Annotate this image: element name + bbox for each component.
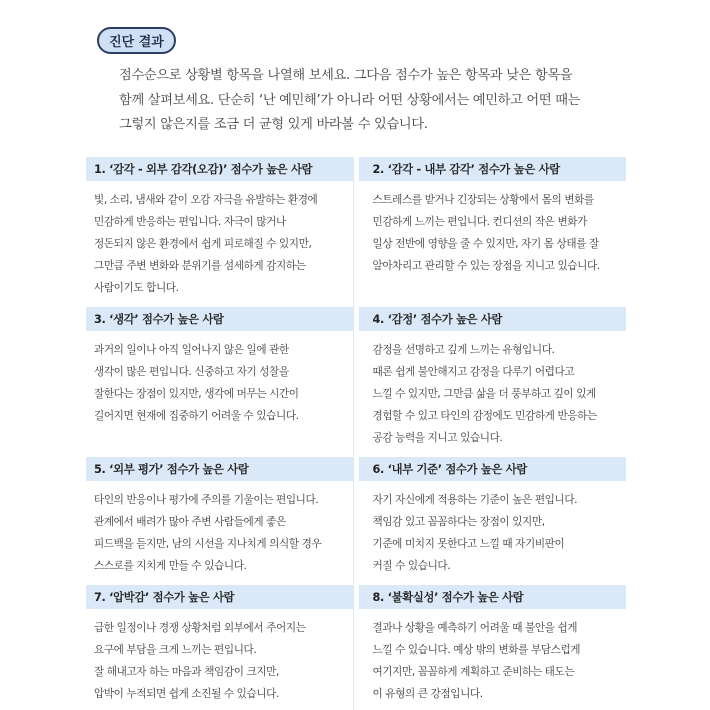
result-card-title: 4. ‘감정’ 점수가 높은 사람 [359,307,627,331]
result-card-title: 2. ‘감각 - 내부 감각’ 점수가 높은 사람 [359,157,627,181]
result-card-1 [86,157,354,307]
result-grid [86,157,626,710]
result-card-title: 3. ‘생각’ 점수가 높은 사람 [86,307,353,331]
result-card-7 [86,585,354,710]
body-line: 경험할 수 있고 타인의 감정에도 민감하게 반응하는 [372,410,597,422]
result-card-5 [86,457,354,585]
body-line: 요구에 부담을 크게 느끼는 편입니다. [94,644,257,656]
result-card-title: 7. ‘압박감’ 점수가 높은 사람 [86,585,353,609]
body-line: 스스로를 지치게 만들 수 있습니다. [94,560,247,572]
body-line: 빛, 소리, 냄새와 같이 오감 자극을 유발하는 환경에 [94,194,318,206]
result-card-8 [359,585,627,710]
result-card-body [359,481,627,585]
body-line: 생각이 많은 편입니다. 신중하고 자기 성찰을 [94,366,289,378]
body-line: 과거의 일이나 아직 일어나지 않은 일에 관한 [94,344,289,356]
result-card-4 [359,307,627,457]
result-card-3 [86,307,354,457]
body-line: 급한 일정이나 경쟁 상황처럼 외부에서 주어지는 [94,622,306,634]
body-line: 자기 자신에게 적용하는 기준이 높은 편입니다. [372,494,578,506]
result-card-title: 1. ‘감각 - 외부 감각(오감)’ 점수가 높은 사람 [86,157,353,181]
result-card-body [86,331,353,457]
result-card-body [359,181,627,307]
body-line: 느낄 수 있습니다. 예상 밖의 변화를 부담스럽게 [372,644,581,656]
body-line: 공감 능력을 지니고 있습니다. [372,432,503,444]
body-line: 민감하게 느끼는 편입니다. 컨디션의 작은 변화가 [372,216,587,228]
result-card-title: 6. ‘내부 기준’ 점수가 높은 사람 [359,457,627,481]
body-line: 피드백을 듣지만, 남의 시선을 지나치게 의식할 경우 [94,538,322,550]
body-line: 그만큼 주변 변화와 분위기를 섬세하게 감지하는 [94,260,306,272]
body-line: 사람이기도 합니다. [94,282,179,294]
result-card-title: 5. ‘외부 평가’ 점수가 높은 사람 [86,457,353,481]
body-line: 타인의 반응이나 평가에 주의를 기울이는 편입니다. [94,494,319,506]
intro-line: 그렇지 않은지를 조금 더 균형 있게 바라볼 수 있습니다. [119,117,428,132]
body-line: 감정을 선명하고 깊게 느끼는 유형입니다. [372,344,555,356]
intro-text [119,64,679,138]
body-line: 기준에 미치지 못한다고 느낄 때 자기비판이 [372,538,565,550]
result-card-body [86,609,353,710]
intro-line: 점수순으로 상황별 항목을 나열해 보세요. 그다음 점수가 높은 항목과 낮은 항목을 [119,68,573,83]
body-line: 압박이 누적되면 쉽게 소진될 수 있습니다. [94,688,279,700]
intro-line: 함께 살펴보세요. 단순히 ‘난 예민해’가 아니라 어떤 상황에서는 예민하고 어떤 때는 [119,92,581,108]
body-line: 일상 전반에 영향을 줄 수 있지만, 자기 몸 상태를 잘 [372,238,599,250]
result-card-title: 8. ‘불확실성’ 점수가 높은 사람 [359,585,627,609]
result-card-6 [359,457,627,585]
body-line: 느낄 수 있지만, 그만큼 삶을 더 풍부하고 깊이 있게 [372,388,596,400]
body-line: 여기지만, 꼼꼼하게 계획하고 준비하는 태도는 [372,666,575,678]
body-line: 잘 해내고자 하는 마음과 책임감이 크지만, [94,666,279,678]
body-line: 민감하게 반응하는 편입니다. 자극이 많거나 [94,216,286,228]
result-card-body [359,609,627,710]
body-line: 잘한다는 장점이 있지만, 생각에 머무는 시간이 [94,388,299,400]
body-line: 때론 쉽게 불안해지고 감정을 다루기 어렵다고 [372,366,575,378]
body-line: 커질 수 있습니다. [372,560,451,572]
body-line: 결과나 상황을 예측하기 어려울 때 불안을 쉽게 [372,622,578,634]
body-line: 책임감 있고 꼼꼼하다는 장점이 있지만, [372,516,545,528]
body-line: 관계에서 배려가 많아 주변 사람들에게 좋은 [94,516,286,528]
result-card-body [86,181,353,307]
body-line: 길어지면 현재에 집중하기 어려울 수 있습니다. [94,410,299,422]
section-badge: 진단 결과 [97,27,176,54]
result-card-body [359,331,627,457]
body-line: 이 유형의 큰 강점입니다. [372,688,483,700]
result-card-body [86,481,353,585]
body-line: 정돈되지 않은 환경에서 쉽게 피로해질 수 있지만, [94,238,312,250]
body-line: 알아차리고 관리할 수 있는 장점을 지니고 있습니다. [372,260,600,272]
result-card-2 [359,157,627,307]
body-line: 스트레스를 받거나 긴장되는 상황에서 몸의 변화를 [372,194,594,206]
